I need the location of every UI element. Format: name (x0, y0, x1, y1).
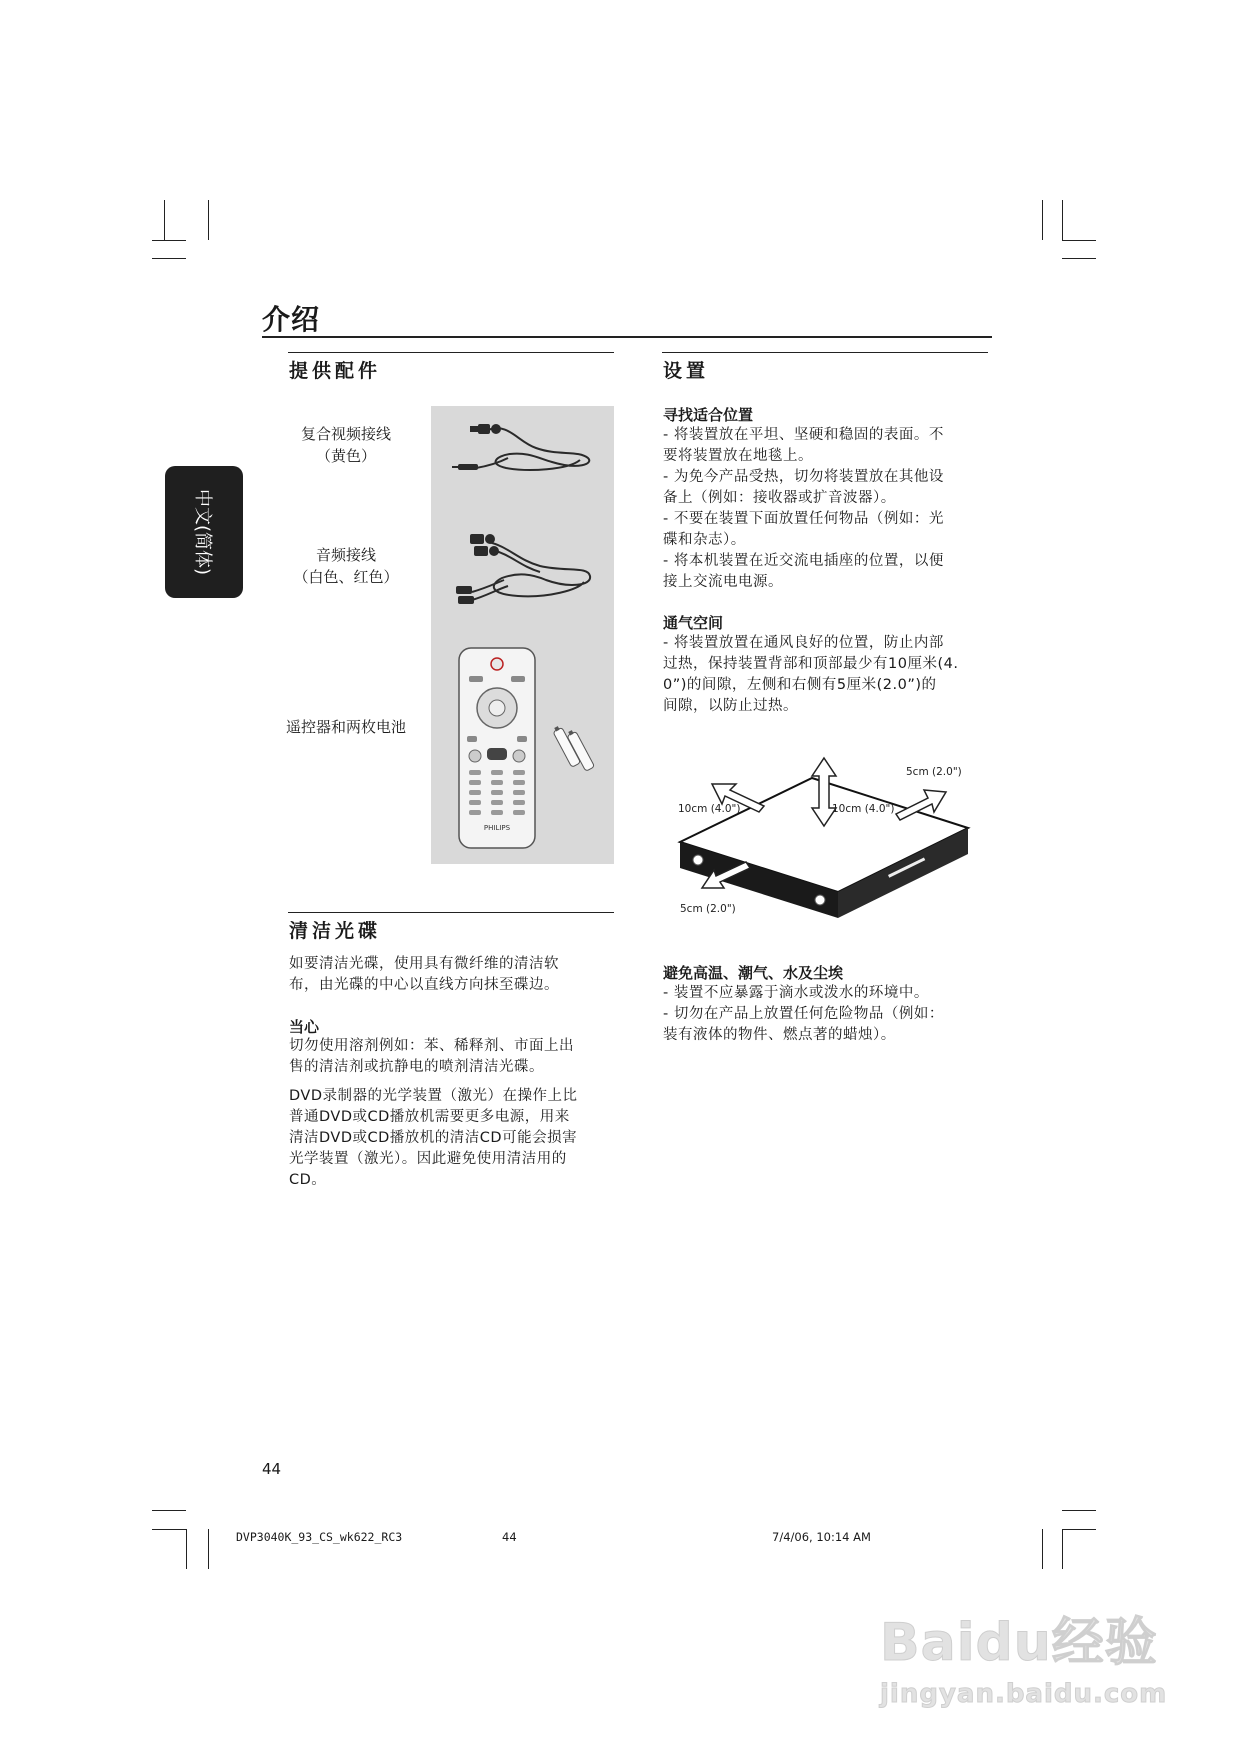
text-line: - 将装置放在平坦、坚硬和稳固的表面。不 (663, 427, 944, 443)
diagram-label-bottom: 5cm (2.0") (680, 903, 736, 915)
text-line: 如要清洁光碟，使用具有微纤维的清洁软 (289, 956, 559, 972)
text-line: - 将本机装置在近交流电插座的位置，以便 (663, 553, 944, 569)
composite-video-cable-icon (448, 412, 598, 474)
ventilation-diagram (662, 750, 982, 920)
text-line: 售的清洁剂或抗静电的喷剂清洁光碟。 (289, 1059, 544, 1075)
text-line: - 装置不应暴露于滴水或泼水的环境中。 (663, 985, 929, 1001)
text-line: 接上交流电电源。 (663, 574, 783, 590)
text-line: 0”)的间隙，左侧和右侧有5厘米(2.0”)的 (663, 677, 937, 693)
text-line: - 将装置放置在通风良好的位置，防止内部 (663, 635, 944, 651)
page-number: 44 (262, 1460, 282, 1478)
text-line: - 不要在装置下面放置任何物品（例如：光 (663, 511, 944, 527)
baidu-watermark (880, 1600, 1180, 1720)
accessory-label-sub: （白色、红色） (293, 568, 399, 586)
text-line: 碟和杂志）。 (663, 532, 746, 548)
language-tab-label: 中文(简体) (192, 488, 213, 576)
accessory-item-remote (278, 716, 414, 738)
text-line: 备上（例如：接收器或扩音波器）。 (663, 490, 896, 506)
text-line: DVD录制器的光学装置（激光）在操作上比 (289, 1088, 578, 1104)
ventilation-title: 通气空间 (663, 614, 724, 632)
text-line: 光学装置（激光）。因此避免使用清洁用的 (289, 1151, 567, 1167)
title-rule (262, 336, 992, 338)
avoid-text (663, 983, 993, 1046)
laser-warning-paragraph (289, 1086, 619, 1191)
remote-control-icon (455, 644, 595, 854)
watermark-brand: Baidu经验 (880, 1613, 1158, 1673)
caution-text (289, 1036, 619, 1078)
text-line: 装有液体的物件、燃点著的蜡烛）。 (663, 1027, 896, 1043)
text-line: 切勿使用溶剂例如：苯、稀释剂、市面上出 (289, 1038, 574, 1054)
caution-title: 当心 (289, 1018, 320, 1036)
accessory-item-composite-cable (278, 423, 414, 467)
setup-title: 设置 (663, 360, 710, 382)
footer-page: 44 (502, 1530, 517, 1544)
accessory-label: 遥控器和两枚电池 (285, 718, 406, 736)
accessory-item-audio-cable (278, 544, 414, 588)
location-title: 寻找适合位置 (663, 406, 754, 424)
accessory-label: 音频接线 (315, 546, 376, 564)
location-text (663, 425, 993, 593)
avoid-title: 避免高温、潮气、水及尘埃 (663, 964, 844, 982)
text-line: 清洁DVD或CD播放机的清洁CD可能会损害 (289, 1130, 578, 1146)
accessory-label-sub: （黄色） (315, 447, 376, 465)
diagram-label-left: 10cm (4.0") (678, 803, 741, 815)
cleaning-title: 清洁光碟 (289, 920, 382, 942)
text-line: - 切勿在产品上放置任何危险物品（例如： (663, 1006, 944, 1022)
language-tab[interactable] (165, 466, 243, 598)
ventilation-text (663, 633, 993, 717)
remote-brand: PHILIPS (483, 824, 511, 832)
text-line: 要将装置放在地毯上。 (663, 448, 813, 464)
page-title: 介绍 (262, 303, 321, 336)
cleaning-paragraph (289, 954, 619, 996)
diagram-label-top-right: 5cm (2.0") (906, 766, 962, 778)
text-line: 普通DVD或CD播放机需要更多电源，用来 (289, 1109, 570, 1125)
text-line: CD。 (289, 1172, 327, 1188)
diagram-label-right: 10cm (4.0") (832, 803, 895, 815)
text-line: 间隙，以防止过热。 (663, 698, 798, 714)
text-line: 布，由光碟的中心以直线方向抹至碟边。 (289, 977, 559, 993)
text-line: - 为免今产品受热，切勿将装置放在其他设 (663, 469, 944, 485)
accessory-label: 复合视频接线 (300, 425, 391, 443)
setup-rule (662, 352, 988, 353)
footer-date: 7/4/06, 10:14 AM (772, 1530, 871, 1544)
footer-doc-code: DVP3040K_93_CS_wk622_RC3 (236, 1530, 403, 1544)
audio-cable-icon (448, 516, 598, 606)
accessories-title: 提供配件 (289, 360, 382, 382)
text-line: 过热，保持装置背部和顶部最少有10厘米(4. (663, 656, 959, 672)
watermark-url: jingyan.baidu.com (880, 1679, 1168, 1709)
accessories-rule (288, 352, 614, 353)
cleaning-rule (288, 912, 614, 913)
